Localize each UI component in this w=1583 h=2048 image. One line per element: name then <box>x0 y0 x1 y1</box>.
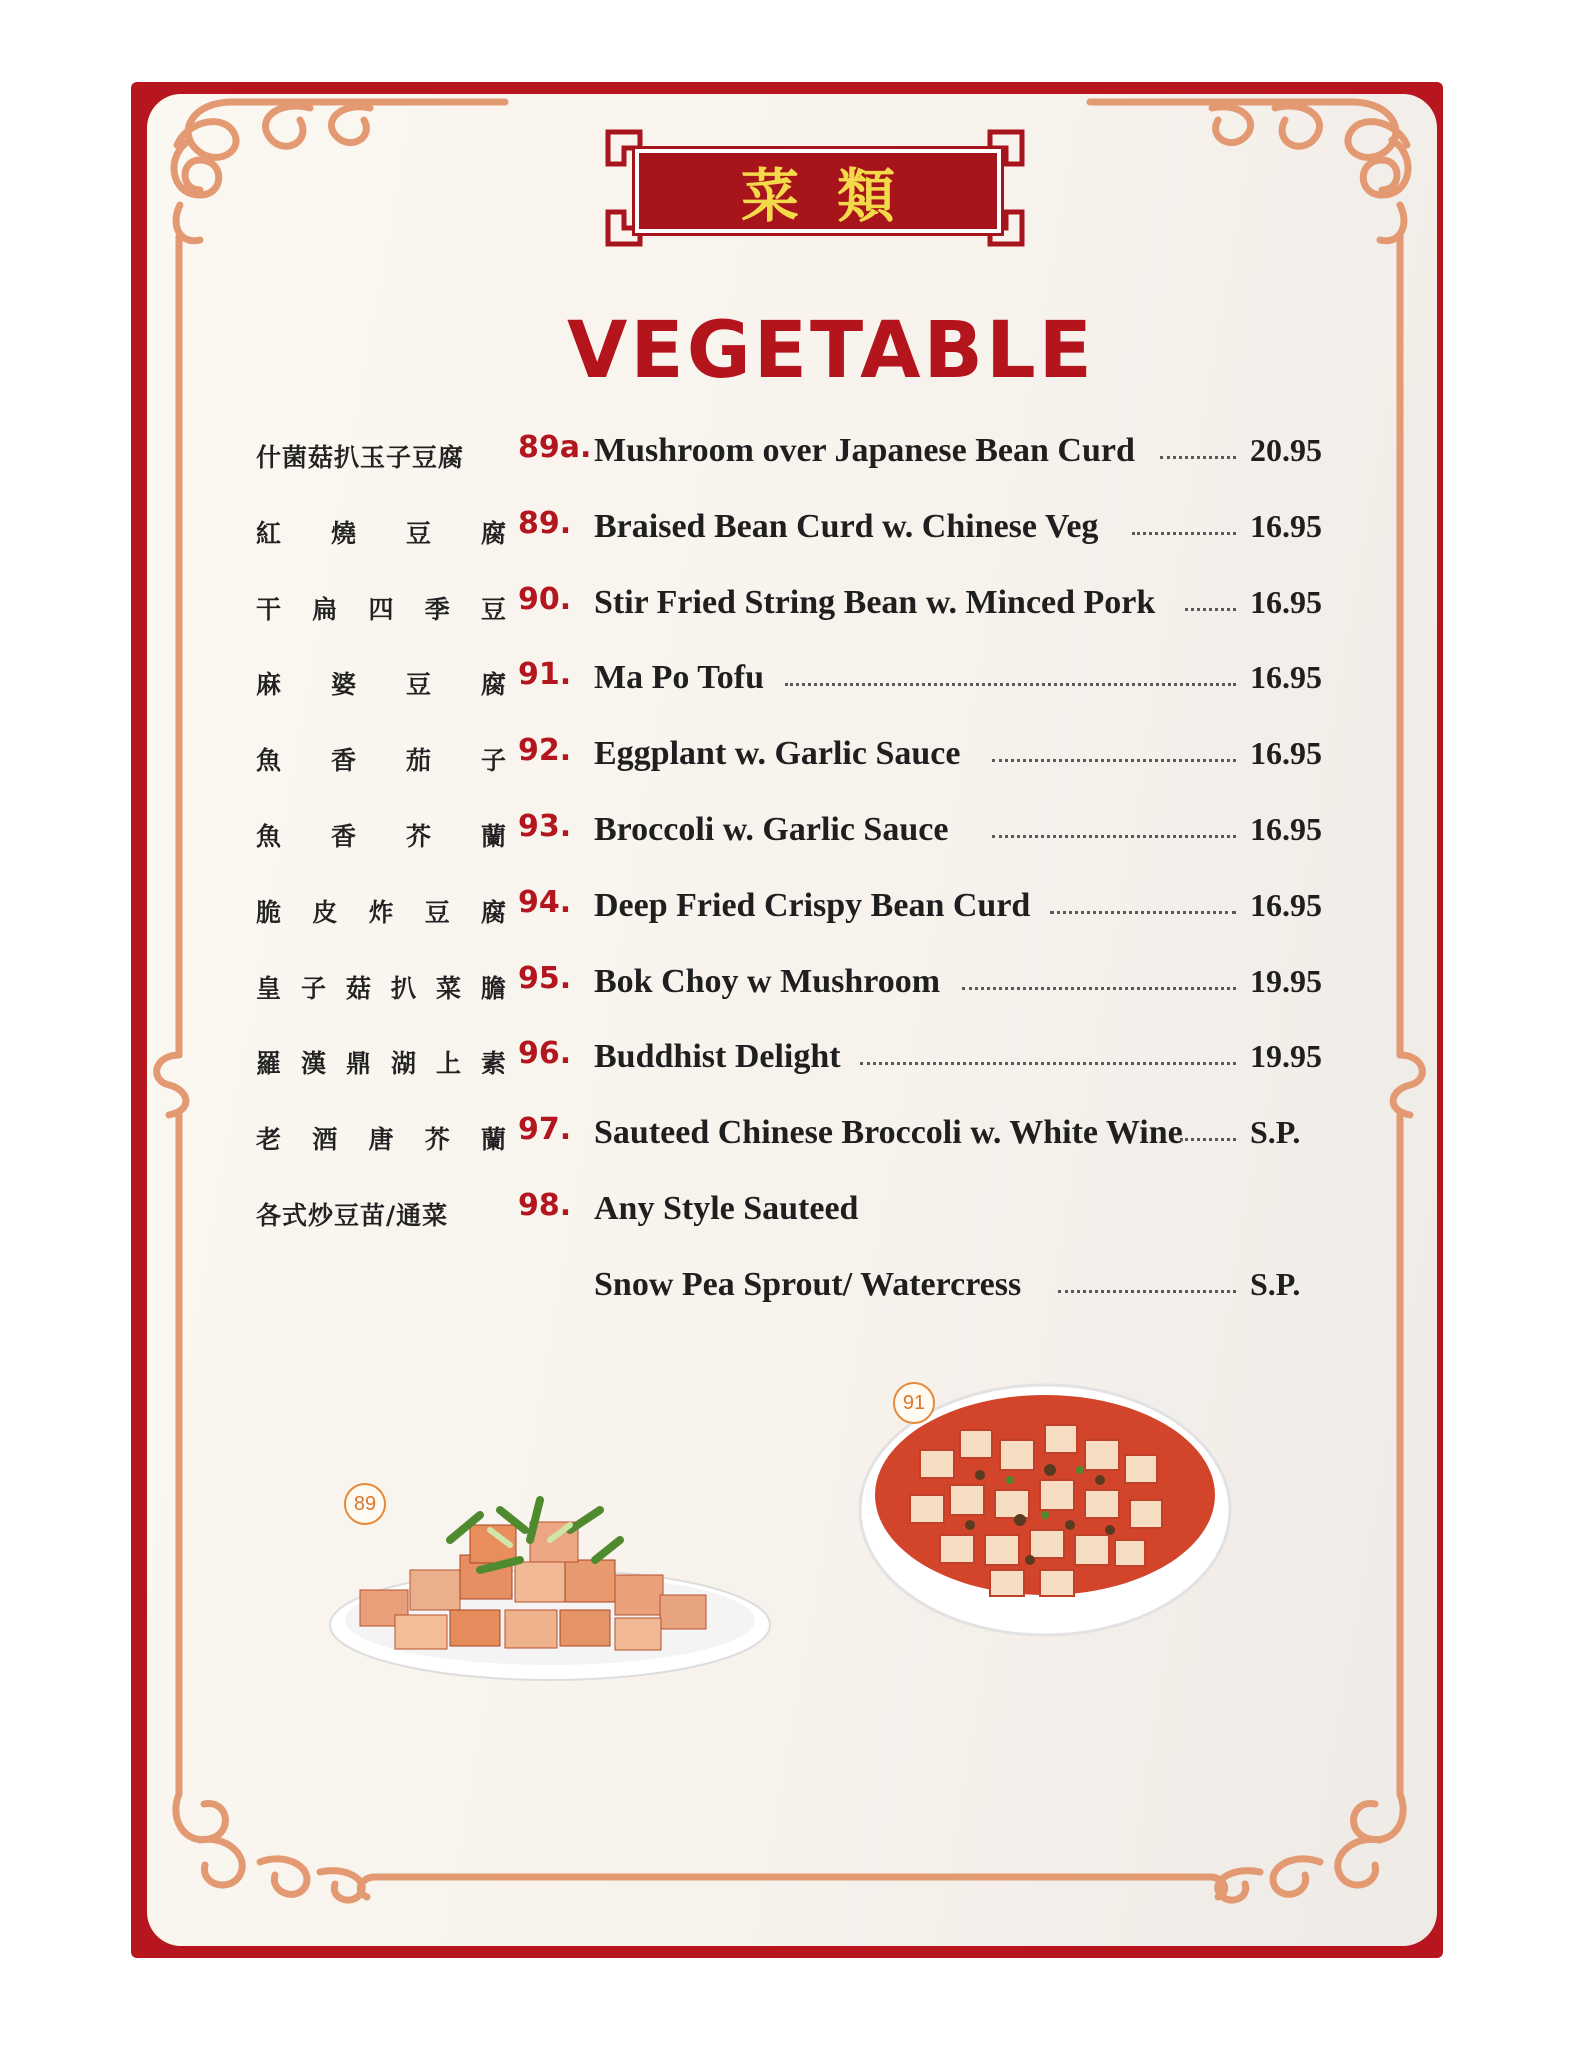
menu-item-price: S.P. <box>1250 1265 1301 1302</box>
menu-item-number: 91. <box>518 657 572 693</box>
dot-leader <box>785 683 1236 686</box>
menu-item-english-name: Bok Choy w Mushroom <box>594 962 941 1000</box>
chinese-char: 燒 <box>330 518 356 548</box>
chinese-char: 湖 <box>390 1049 416 1079</box>
menu-item-price: 16.95 <box>1250 507 1322 544</box>
chinese-char: 脆 <box>256 897 282 927</box>
menu-item-row <box>256 809 1346 859</box>
dot-leader <box>992 835 1236 838</box>
menu-item-chinese-name <box>256 893 506 929</box>
dish-label-91: 91 <box>893 1382 935 1424</box>
chinese-char: 芥 <box>405 822 431 851</box>
menu-item-row <box>256 506 1346 556</box>
menu-item-number: 94. <box>518 884 572 920</box>
menu-item-chinese-name <box>256 514 506 550</box>
menu-item-english-name: Braised Bean Curd w. Chinese Veg <box>594 507 1099 545</box>
menu-item-price: S.P. <box>1250 1114 1301 1151</box>
chinese-char: 上 <box>435 1049 461 1079</box>
menu-item-number: 98. <box>518 1188 572 1223</box>
chinese-char: 豆 <box>405 518 431 548</box>
chinese-char: 魚 <box>256 822 282 851</box>
chinese-char: 干 <box>256 594 282 624</box>
menu-item-english-name: Stir Fried String Bean w. Minced Pork <box>594 583 1156 621</box>
chinese-char: 豆 <box>480 594 506 624</box>
menu-item-price: 20.95 <box>1250 432 1322 468</box>
chinese-char: 婆 <box>330 670 356 700</box>
menu-item-english-name: Buddhist Delight <box>594 1038 841 1076</box>
menu-item-chinese-name <box>256 1120 506 1156</box>
menu-item-price: 19.95 <box>1250 962 1322 999</box>
chinese-char: 季 <box>424 594 450 624</box>
menu-item-number: 95. <box>518 960 572 996</box>
menu-item-chinese-name <box>256 969 506 1005</box>
dot-leader <box>962 987 1236 990</box>
chinese-char: 紅 <box>256 518 282 548</box>
menu-item-price: 16.95 <box>1250 659 1322 696</box>
menu-item-english-name: Snow Pea Sprout/ Watercress <box>594 1265 1022 1303</box>
menu-item-row <box>256 430 1346 480</box>
chinese-char: 酒 <box>312 1125 338 1155</box>
chinese-char: 四 <box>368 594 394 624</box>
chinese-char: 芥 <box>424 1125 450 1155</box>
menu-item-row <box>256 1112 1346 1162</box>
chinese-char: 子 <box>480 746 506 776</box>
menu-item-chinese-name <box>256 590 506 626</box>
dish-label-89: 89 <box>344 1483 386 1525</box>
chinese-char: 皮 <box>312 897 338 927</box>
menu-item-row <box>256 582 1346 632</box>
chinese-char: 皇 <box>256 973 282 1003</box>
dot-leader <box>860 1062 1236 1065</box>
dot-leader <box>992 759 1236 762</box>
chinese-char: 腐 <box>480 670 506 700</box>
chinese-char: 腐 <box>480 897 506 927</box>
menu-item-price: 16.95 <box>1250 583 1322 620</box>
menu-item-english-name: Deep Fried Crispy Bean Curd <box>594 886 1031 924</box>
chinese-char: 蘭 <box>480 822 506 851</box>
badge-chinese-title: 菜類 <box>740 162 933 230</box>
menu-item-row <box>256 1188 1346 1238</box>
menu-item-number: 96. <box>518 1036 572 1072</box>
chinese-char: 膽 <box>480 973 506 1003</box>
menu-item-price: 16.95 <box>1250 886 1322 923</box>
menu-item-english-name: Mushroom over Japanese Bean Curd <box>594 432 1135 469</box>
badge-panel <box>632 146 1004 236</box>
chinese-char: 羅 <box>256 1049 282 1079</box>
dot-leader <box>1050 911 1236 914</box>
menu-item-row <box>256 1036 1346 1086</box>
dot-leader <box>1180 1138 1236 1141</box>
menu-item-english-name: Eggplant w. Garlic Sauce <box>594 735 961 773</box>
chinese-char: 菇 <box>345 973 371 1003</box>
chinese-char: 麻 <box>256 670 282 700</box>
chinese-title-badge <box>604 128 1026 248</box>
chinese-char: 扒 <box>390 973 416 1003</box>
dot-leader <box>1058 1290 1236 1293</box>
menu-item-number: 92. <box>518 733 572 769</box>
menu-item-row <box>256 733 1346 783</box>
menu-item-number: 93. <box>518 809 572 844</box>
chinese-char: 腐 <box>480 518 506 548</box>
chinese-char: 唐 <box>368 1125 394 1155</box>
chinese-char: 扁 <box>312 594 338 624</box>
chinese-char: 老 <box>256 1125 282 1155</box>
chinese-char: 炸 <box>368 897 394 927</box>
menu-item-number: 89a. <box>518 430 592 465</box>
dot-leader <box>1160 456 1236 459</box>
menu-item-chinese-name: 各式炒豆苗/通菜 <box>256 1201 449 1230</box>
menu-item-chinese-name: 什菌菇扒玉子豆腐 <box>256 443 465 472</box>
menu-item-price: 16.95 <box>1250 811 1322 847</box>
chinese-char: 菜 <box>435 973 461 1003</box>
chinese-char: 茄 <box>405 746 431 776</box>
menu-item-number: 90. <box>518 581 572 617</box>
menu-item-price: 19.95 <box>1250 1038 1322 1075</box>
menu-item-number: 97. <box>518 1112 572 1148</box>
menu-item-chinese-name <box>256 817 506 853</box>
chinese-char: 香 <box>330 822 356 851</box>
menu-item-english-name: Ma Po Tofu <box>594 659 765 697</box>
menu-item-english-name: Any Style Sauteed <box>594 1190 859 1227</box>
chinese-char: 子 <box>300 973 326 1003</box>
chinese-char: 漢 <box>300 1049 326 1079</box>
menu-item-number: 89. <box>518 505 572 541</box>
menu-item-english-name: Broccoli w. Garlic Sauce <box>594 811 949 848</box>
chinese-char: 香 <box>330 746 356 776</box>
chinese-char: 魚 <box>256 746 282 776</box>
menu-item-chinese-name <box>256 1044 506 1080</box>
chinese-char: 鼎 <box>345 1049 371 1079</box>
section-title: VEGETABLE <box>567 306 1095 396</box>
chinese-char: 豆 <box>405 670 431 700</box>
menu-item-row <box>256 657 1346 707</box>
menu-item-english-name: Sauteed Chinese Broccoli w. White Wine <box>594 1114 1183 1152</box>
chinese-char: 蘭 <box>480 1125 506 1155</box>
menu-item-price: 16.95 <box>1250 735 1322 772</box>
dot-leader <box>1185 608 1236 611</box>
chinese-char: 豆 <box>424 897 450 927</box>
menu-item-row <box>256 961 1346 1011</box>
menu-item-row <box>256 1264 1346 1314</box>
menu-item-chinese-name <box>256 741 506 777</box>
menu-item-row <box>256 885 1346 935</box>
dot-leader <box>1132 532 1236 535</box>
chinese-char: 素 <box>480 1049 506 1079</box>
menu-item-chinese-name <box>256 665 506 701</box>
